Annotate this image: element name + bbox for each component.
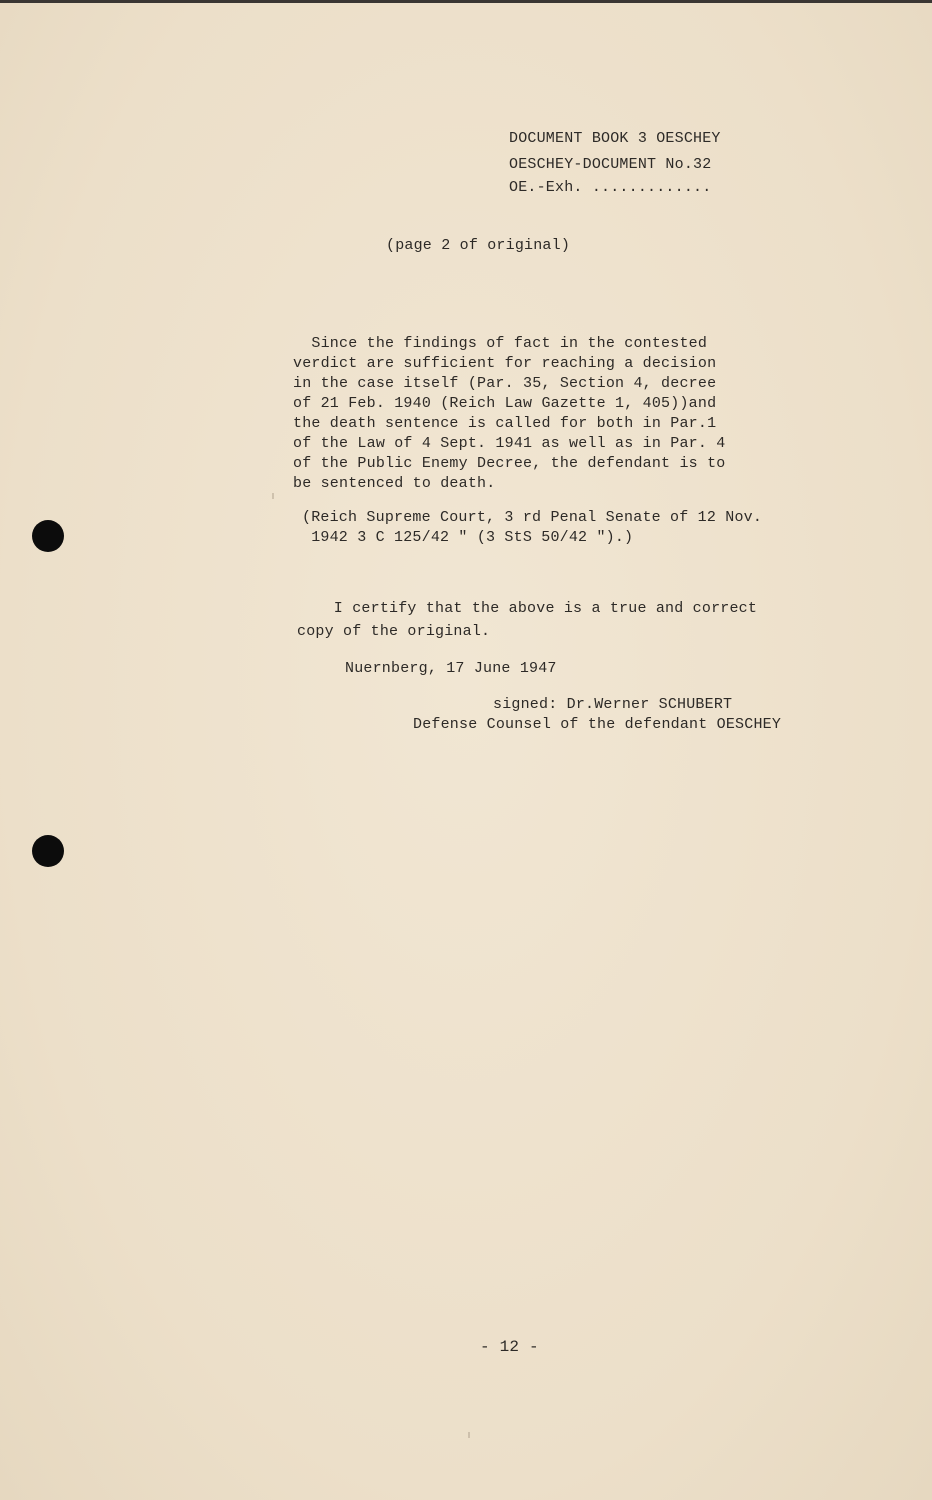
paragraph-line: in the case itself (Par. 35, Section 4, decree [293,375,717,392]
place-date: Nuernberg, 17 June 1947 [345,660,557,677]
paper-speck [272,493,274,499]
signature-line: signed: Dr.Werner SCHUBERT [493,696,733,713]
paragraph-line: verdict are sufficient for reaching a decision [293,355,717,372]
page-note: (page 2 of original) [386,237,571,254]
paragraph-line: of the Law of 4 Sept. 1941 as well as in Par. 4 [293,435,726,452]
paragraph-line: of 21 Feb. 1940 (Reich Law Gazette 1, 405))and [293,395,717,412]
paragraph-line: the death sentence is called for both in Par.1 [293,415,717,432]
signature-title: Defense Counsel of the defendant OESCHEY [413,716,782,733]
paragraph-line: be sentenced to death. [293,475,496,492]
header-exhibit: OE.-Exh. ............. [509,179,712,196]
punch-hole [32,835,64,867]
paragraph-line: of the Public Enemy Decree, the defendant is to [293,455,726,472]
paragraph-line: Since the findings of fact in the contested [293,335,708,352]
page-top-edge [0,0,932,3]
paper-speck [468,1432,470,1438]
certification-line: copy of the original. [297,623,491,640]
certification-line: I certify that the above is a true and correct [297,600,758,617]
punch-hole [32,520,64,552]
header-document-number: OESCHEY-DOCUMENT No.32 [509,156,712,173]
header-document-book: DOCUMENT BOOK 3 OESCHEY [509,130,721,147]
citation-line: 1942 3 C 125/42 " (3 StS 50/42 ").) [302,529,634,546]
page-number: - 12 - [480,1338,539,1356]
citation-line: (Reich Supreme Court, 3 rd Penal Senate of 12 Nov. [302,509,763,526]
